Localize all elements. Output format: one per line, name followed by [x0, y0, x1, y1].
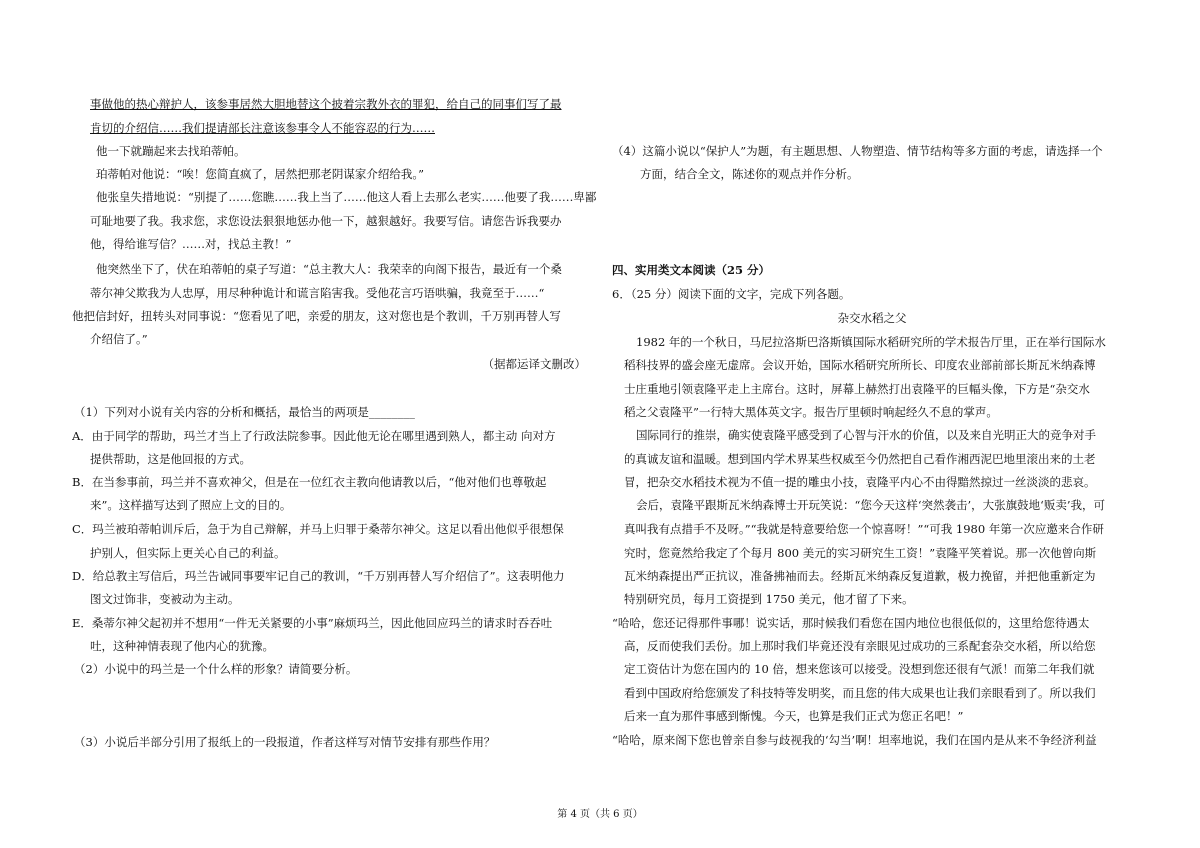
article-line: 特别研究员，每月工资提到 1750 美元，他才留了下来。 — [624, 592, 914, 606]
q1-option-e: 吐，这种神情表现了他内心的犹豫。 — [90, 639, 274, 653]
article-line: 究时，您竟然给我定了个每月 800 美元的实习研究生工资！”袁隆平笑着说。那一次他曾向斯 — [624, 546, 1097, 560]
q1-option-a: A．由于同学的帮助，玛兰才当上了行政法院参事。因此他无论在哪里遇到熟人，都主动 向对方 — [72, 429, 556, 443]
article-line: 冒，把杂交水稻技术视为不值一提的雕虫小技，袁隆平内心不由得黯然掠过一丝淡淡的悲哀。 — [624, 475, 1096, 489]
article-line: 稻之父袁隆平”一行特大黑体英文字。报告厅里顿时响起经久不息的掌声。 — [624, 405, 998, 419]
passage-line: 珀蒂帕对他说：“唉！您简直疯了，居然把那老阴谋家介绍给我。” — [96, 167, 425, 181]
q1-option-d: 图文过饰非，变被动为主动。 — [90, 592, 240, 606]
section-heading: 四、实用类文本阅读（25 分） — [612, 263, 771, 277]
q1-option-c: C．玛兰被珀蒂帕训斥后，急于为自己辩解，并马上归罪于桑蒂尔神父。这足以看出他似乎很想保 — [72, 522, 564, 536]
q1-option-a: 提供帮助，这是他回报的方式。 — [90, 452, 251, 466]
article-line: 瓦米纳森提出严正抗议，准备拂袖而去。经斯瓦米纳森反复道歉，极力挽留，并把他重新定为 — [624, 569, 1096, 583]
article-line: 士庄重地引领袁隆平走上主席台。这时，屏幕上赫然打出袁隆平的巨幅头像，下方是“杂交水 — [624, 382, 1090, 396]
article-line: “哈哈，原来阁下您也曾亲自参与歧视我的‘勾当’啊！坦率地说，我们在国内是从来不争经济利益 — [612, 733, 1097, 747]
article-line: 稻科技界的盛会座无虚席。会议开始，国际水稻研究所所长、印度农业部前部长斯瓦米纳森博 — [624, 358, 1096, 372]
passage-line: 他张皇失措地说：“别提了……您瞧……我上当了……他这人看上去那么老实……他要了我……卑鄙 — [96, 190, 597, 204]
article-line: 高，反而使我们丢份。加上那时我们毕竟还没有亲眼见过成功的三系配套杂交水稻，所以给您 — [624, 639, 1096, 653]
q1-option-c: 护别人，但实际上更关心自己的利益。 — [90, 546, 286, 560]
article-line: 后来一直为那件事感到惭愧。今天，也算是我们正式为您正名吧！” — [624, 709, 964, 723]
article-line: 会后，袁隆平跟斯瓦米纳森博士开玩笑说：“您今天这样‘突然袭击’，大张旗鼓地‘贩卖’我，可 — [636, 498, 1105, 512]
page-footer: 第 4 页（共 6 页） — [557, 809, 643, 820]
question-1-stem: （1）下列对小说有关内容的分析和概括，最恰当的两项是________ — [74, 405, 415, 419]
article-line: 的真诚友谊和温暖。想到国内学术界某些权威至今仍然把自己看作湘西泥巴地里滚出来的土老 — [624, 452, 1096, 466]
passage-line: 他突然坐下了，伏在珀蒂帕的桌子写道：“总主教大人：我荣幸的向阁下报告，最近有一个桑 — [96, 262, 562, 276]
article-title: 杂交水稻之父 — [837, 311, 907, 325]
passage-line: 可耻地要了我。我求您，求您设法狠狠地惩办他一下，越狠越好。我要写信。请您告诉我要办 — [90, 214, 562, 228]
source-attribution: （据都运译文删改） — [482, 357, 586, 371]
question-4: 方面，结合全文，陈述你的观点并作分析。 — [640, 167, 859, 181]
passage-line: 事做他的热心辩护人，该参事居然大胆地替这个披着宗教外衣的罪犯，给自己的同事们写了最 — [90, 97, 562, 111]
article-line: 看到中国政府给您颁发了科技特等发明奖，而且您的伟大成果也让我们亲眼看到了。所以我们 — [624, 686, 1096, 700]
question-4: （4）这篇小说以“保护人”为题，有主题思想、人物塑造、情节结构等多方面的考虑，请选择一个 — [612, 144, 1103, 158]
question-3: （3）小说后半部分引用了报纸上的一段报道，作者这样写对情节安排有那些作用？ — [74, 735, 496, 749]
q1-option-d: D．给总教主写信后，玛兰告诫同事要牢记自己的教训，“千万别再替人写介绍信了”。这表明他力 — [72, 569, 565, 583]
q1-option-b: 来”。这样描写达到了照应上文的目的。 — [90, 498, 292, 512]
q1-option-b: B．在当参事前，玛兰并不喜欢神父，但是在一位红衣主教向他请教以后，“他对他们也尊敬起 — [72, 475, 547, 489]
passage-line: 蒂尔神父欺我为人忠厚，用尽种种诡计和谎言陷害我。受他花言巧语哄骗，我竟至于……“ — [90, 286, 545, 300]
q1-option-e: E．桑蒂尔神父起初并不想用“一件无关紧要的小事”麻烦玛兰，因此他回应玛兰的请求时吞吞吐 — [72, 616, 553, 630]
article-line: 1982 年的一个秋日，马尼拉洛斯巴洛斯镇国际水稻研究所的学术报告厅里，正在举行国际水 — [636, 335, 1106, 349]
passage-line: 他一下就蹦起来去找珀蒂帕。 — [96, 144, 246, 158]
passage-line: 介绍信了。” — [90, 332, 148, 346]
question-2: （2）小说中的玛兰是一个什么样的形象？请简要分析。 — [74, 662, 358, 676]
article-line: 真叫我有点措手不及呀。”“我就是特意要给您一个惊喜呀！”“可我 1980 年第一次应邀来合作研 — [624, 522, 1104, 536]
passage-line: 他，得给谁写信？……对，找总主教！” — [90, 237, 292, 251]
article-line: “哈哈，您还记得那件事哪！说实话，那时候我们看您在国内地位也很低似的，这里给您待遇太 — [612, 616, 1090, 630]
article-line: 定工资估计为您在国内的 10 倍，想来您该可以接受。没想到您还很有气派！而第二年我们就 — [624, 662, 1095, 676]
passage-line: 肯切的介绍信……我们提请部长注意该参事令人不能容忍的行为…… — [90, 121, 435, 135]
passage-line: 他把信封好，扭转头对同事说：“您看见了吧，亲爱的朋友，这对您也是个教训，千万别再替人写 — [72, 309, 561, 323]
article-line: 国际同行的推崇，确实使袁隆平感受到了心智与汗水的价值，以及来自光明正大的竞争对手 — [636, 428, 1096, 442]
question-6-stem: 6．（25 分）阅读下面的文字，完成下列各题。 — [612, 287, 851, 301]
